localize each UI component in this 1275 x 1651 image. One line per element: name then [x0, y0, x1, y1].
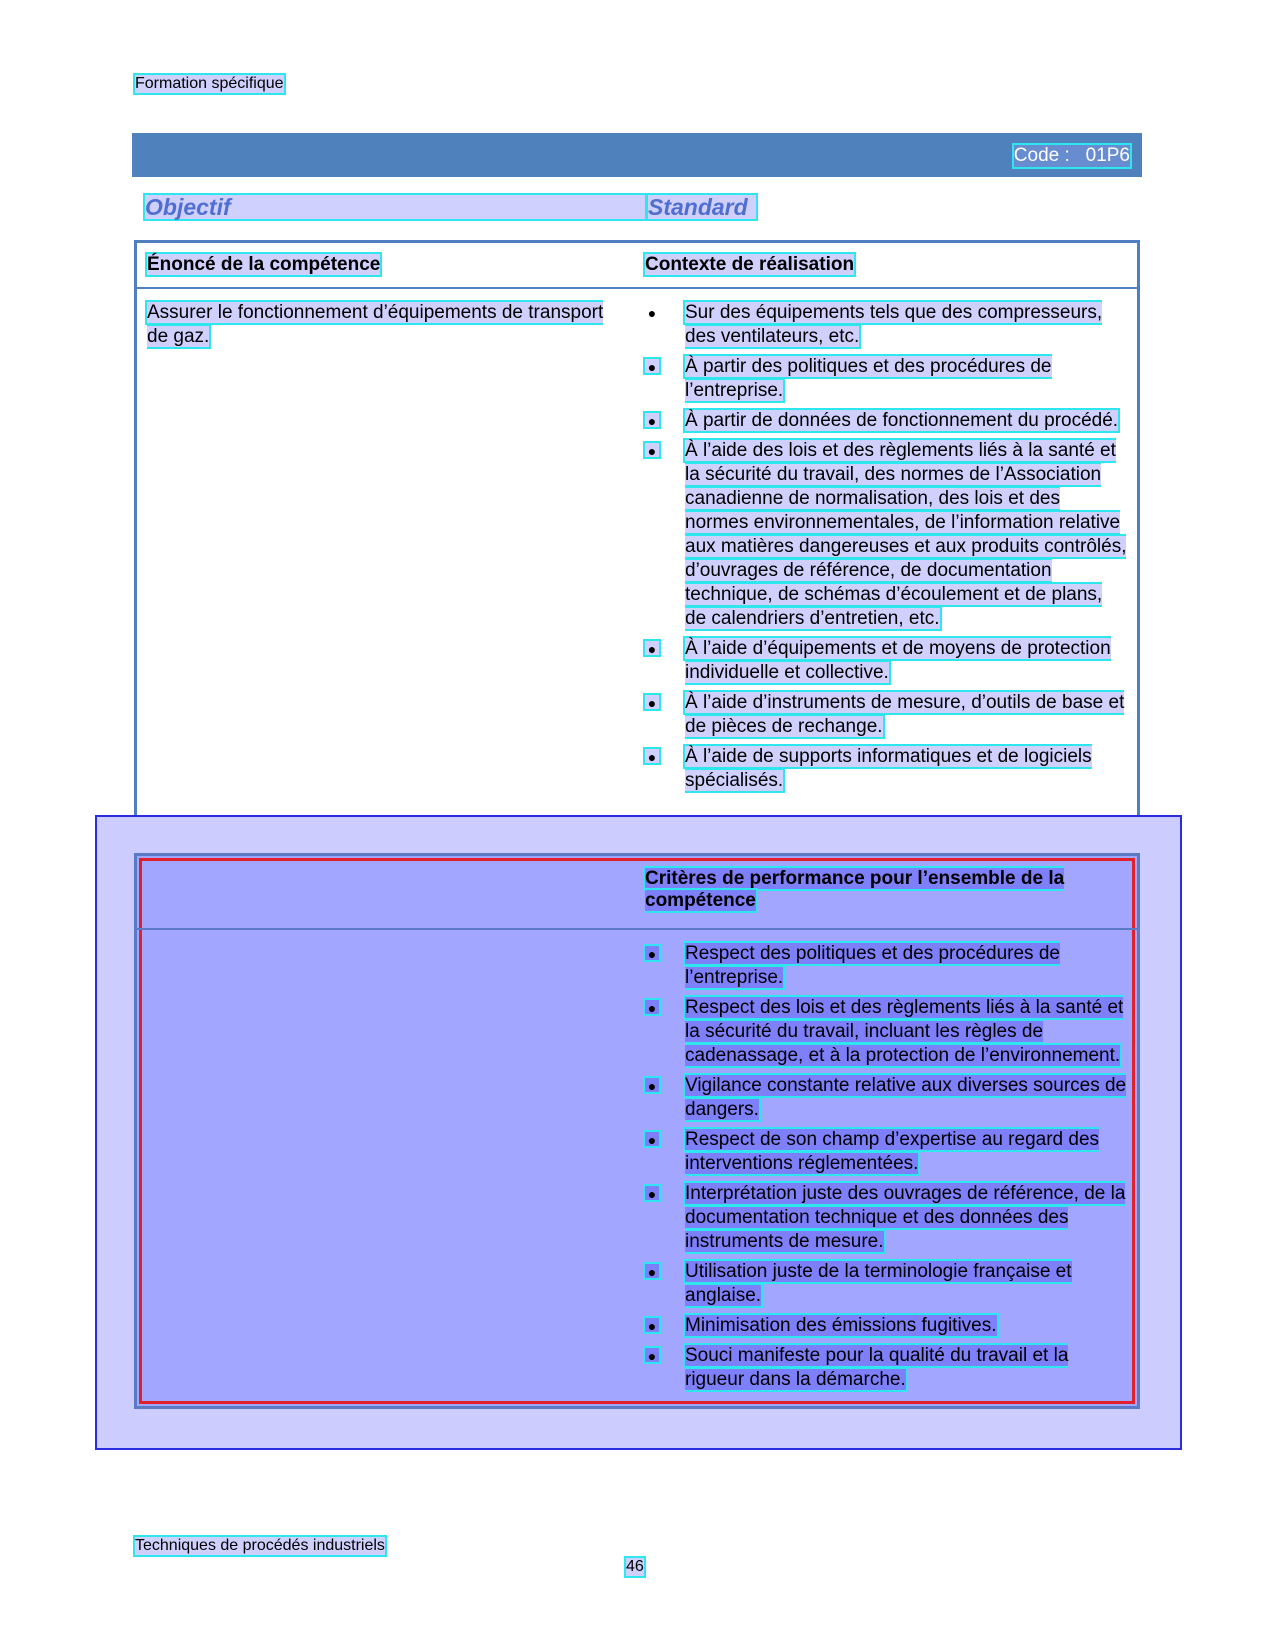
bullet-icon: ● — [645, 1264, 659, 1278]
list-item: ● À l’aide d’instruments de mesure, d’outils de base et de pièces de rechange. — [645, 691, 1127, 739]
list-item: ● Interprétation juste des ouvrages de référence, de la documentation technique et des données des instruments de mesure. — [645, 1182, 1127, 1254]
competency-table-header — [137, 243, 1137, 289]
code-banner — [132, 133, 1142, 177]
context-heading: Contexte de réalisation — [645, 254, 855, 275]
footer-program: Techniques de procédés industriels — [135, 1537, 385, 1554]
list-item: ● Respect des politiques et des procédures de l’entreprise. — [645, 942, 1127, 990]
bullet-icon: ● — [647, 305, 657, 321]
context-list — [645, 301, 1127, 793]
list-item: ● À l’aide d’équipements et de moyens de protection individuelle et collective. — [645, 637, 1127, 685]
objective-heading: Objectif — [145, 195, 645, 219]
list-item: ● Vigilance constante relative aux diverses sources de dangers. — [645, 1074, 1127, 1122]
list-item: ● Respect de son champ d’expertise au regard des interventions réglementées. — [645, 1128, 1127, 1176]
bullet-icon: ● — [645, 413, 659, 427]
running-header: Formation spécifique — [135, 75, 284, 92]
code-label: Code : — [1013, 145, 1070, 166]
bullet-icon: ● — [645, 946, 659, 960]
list-item: ● Utilisation juste de la terminologie française et anglaise. — [645, 1260, 1127, 1308]
bullet-icon: ● — [645, 641, 659, 655]
bullet-icon: ● — [645, 1348, 659, 1362]
standard-heading: Standard — [648, 195, 756, 219]
bullet-icon: ● — [645, 1078, 659, 1092]
list-item: ● À l’aide des lois et des règlements liés à la santé et la sécurité du travail, des normes de l’Association canadienne de normalisation, des lois et des normes environnementales, de l’information relative aux matières dangereuses et aux produits contrôlés, d’ouvrages de référence, de documentation technique, de schémas d’écoulement et de plans, de calendriers d’entretien, etc. — [645, 439, 1127, 631]
criteria-list — [645, 942, 1127, 1392]
page-number: 46 — [626, 1558, 644, 1575]
list-item: ● À l’aide de supports informatiques et de logiciels spécialisés. — [645, 745, 1127, 793]
performance-criteria-table — [134, 853, 1140, 1409]
list-item: ● À partir des politiques et des procédures de l’entreprise. — [645, 355, 1127, 403]
bullet-icon: ● — [645, 1186, 659, 1200]
list-item: ● Souci manifeste pour la qualité du travail et la rigueur dans la démarche. — [645, 1344, 1127, 1392]
code-value: 01P6 — [1085, 145, 1130, 166]
bullet-icon: ● — [645, 1318, 659, 1332]
competency-code — [1014, 145, 1130, 167]
performance-criteria-heading: Critères de performance pour l’ensemble de la compétence — [645, 868, 1065, 911]
list-item: ● Respect des lois et des règlements liés à la santé et la sécurité du travail, incluant les règles de cadenassage, et à la protection de l’environnement. — [645, 996, 1127, 1068]
bullet-icon: ● — [645, 1000, 659, 1014]
bullet-icon: ● — [645, 359, 659, 373]
performance-criteria-header — [137, 856, 1137, 930]
competency-statement-heading: Énoncé de la compétence — [147, 254, 381, 275]
bullet-icon: ● — [645, 443, 659, 457]
list-item: ● À partir de données de fonctionnement du procédé. — [645, 409, 1127, 433]
list-item: ● Sur des équipements tels que des compresseurs, des ventilateurs, etc. — [645, 301, 1127, 349]
bullet-icon: ● — [645, 1132, 659, 1146]
bullet-icon: ● — [645, 695, 659, 709]
bullet-icon: ● — [645, 749, 659, 763]
list-item: ● Minimisation des émissions fugitives. — [645, 1314, 1127, 1338]
competency-statement: Assurer le fonctionnement d’équipements de transport de gaz. — [147, 302, 604, 347]
competency-table — [134, 240, 1140, 838]
